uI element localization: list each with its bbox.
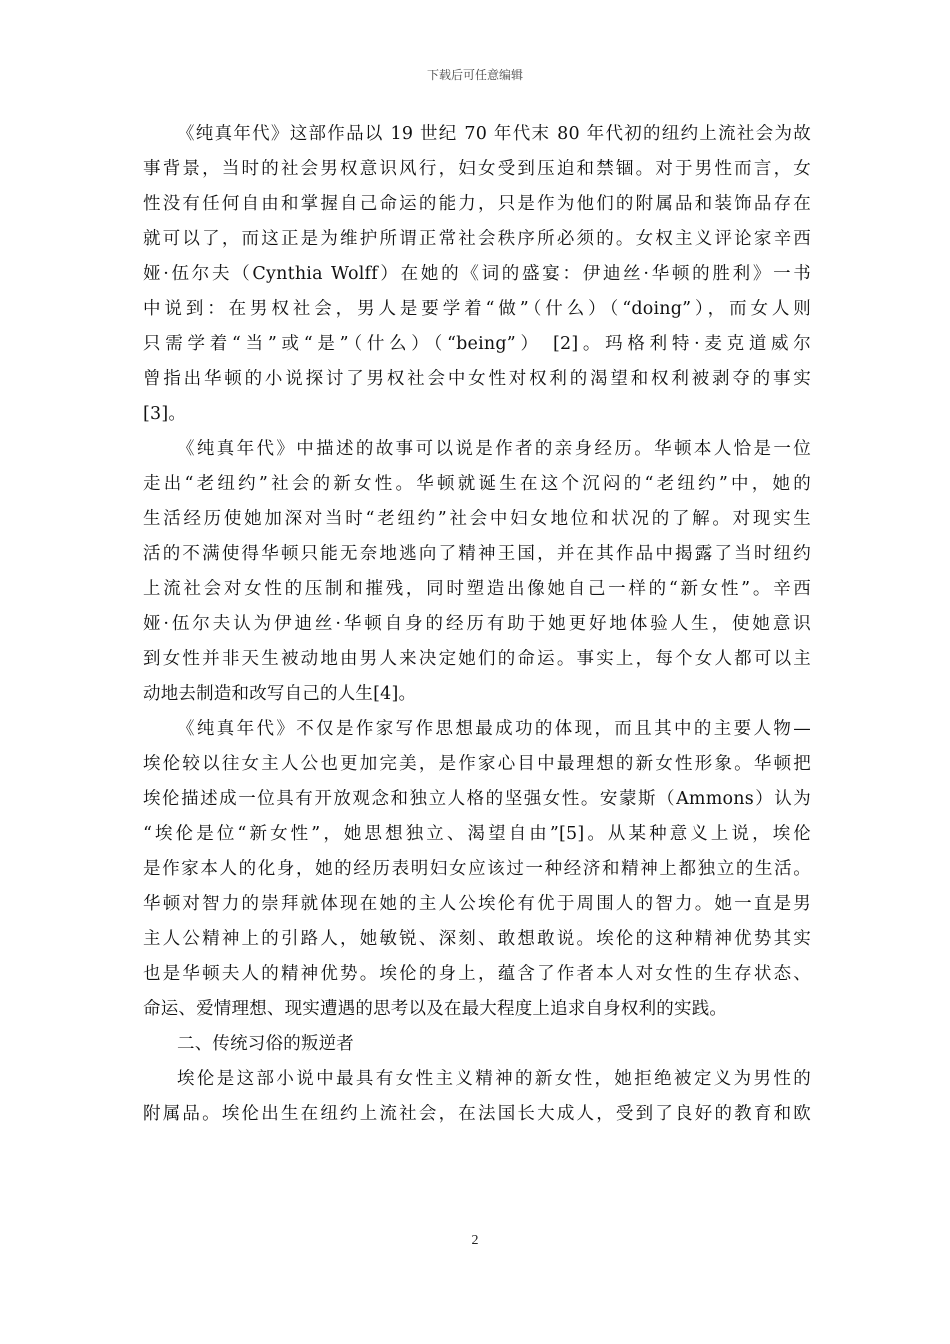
text-line: [3]。 bbox=[143, 404, 187, 424]
text-line: 曾指出华顿的小说探讨了男权社会中女性对权利的渴望和权利被剥夺的事实 bbox=[143, 369, 811, 389]
text-line: 也是华顿夫人的精神优势。埃伦的身上，蕴含了作者本人对女性的生存状态、 bbox=[143, 964, 811, 984]
text-line: 《纯真年代》中描述的故事可以说是作者的亲身经历。华顿本人恰是一位 bbox=[177, 439, 811, 459]
section-heading: 二、传统习俗的叛逆者 bbox=[177, 1034, 354, 1054]
paragraph-4 bbox=[143, 1062, 811, 1132]
text-line: 只需学着“当”或“是”（什么）（“being”） [2]。玛格利特·麦克道威尔 bbox=[143, 334, 811, 354]
text-line: 事背景，当时的社会男权意识风行，妇女受到压迫和禁锢。对于男性而言，女 bbox=[143, 159, 811, 179]
text-line: 生活经历使她加深对当时“老纽约”社会中妇女地位和状况的了解。对现实生 bbox=[143, 509, 811, 529]
text-line: 附属品。埃伦出生在纽约上流社会，在法国长大成人，受到了良好的教育和欧 bbox=[143, 1104, 811, 1124]
text-line: 就可以了，而这正是为维护所谓正常社会秩序所必须的。女权主义评论家辛西 bbox=[143, 229, 811, 249]
text-line: 是作家本人的化身，她的经历表明妇女应该过一种经济和精神上都独立的生活。 bbox=[143, 859, 811, 879]
paragraph-2 bbox=[143, 432, 811, 712]
text-line: 埃伦较以往女主人公也更加完美，是作家心目中最理想的新女性形象。华顿把 bbox=[143, 754, 811, 774]
text-line: 娅·伍尔夫认为伊迪丝·华顿自身的经历有助于她更好地体验人生，使她意识 bbox=[143, 614, 811, 634]
text-line: 埃伦描述成一位具有开放观念和独立人格的坚强女性。安蒙斯（Ammons）认为 bbox=[143, 789, 811, 809]
document-body bbox=[143, 117, 811, 1132]
paragraph-1 bbox=[143, 117, 811, 432]
text-line: 中说到：在男权社会，男人是要学着“做”（什么）（“doing”），而女人则 bbox=[143, 299, 811, 319]
text-line: 娅·伍尔夫（Cynthia Wolff）在她的《词的盛宴：伊迪丝·华顿的胜利》一书 bbox=[143, 264, 811, 284]
text-line: 埃伦是这部小说中最具有女性主义精神的新女性，她拒绝被定义为男性的 bbox=[177, 1069, 811, 1089]
page-number: 2 bbox=[471, 1233, 479, 1248]
text-line: 《纯真年代》这部作品以 19 世纪 70 年代末 80 年代初的纽约上流社会为故 bbox=[177, 124, 811, 144]
text-line: 动地去制造和改写自己的人生[4]。 bbox=[143, 684, 417, 704]
paragraph-3 bbox=[143, 712, 811, 1027]
text-line: 活的不满使得华顿只能无奈地逃向了精神王国，并在其作品中揭露了当时纽约 bbox=[143, 544, 811, 564]
text-line: 到女性并非天生被动地由男人来决定她们的命运。事实上，每个女人都可以主 bbox=[143, 649, 811, 669]
text-line: 上流社会对女性的压制和摧残，同时塑造出像她自己一样的“新女性”。辛西 bbox=[143, 579, 811, 599]
text-line: 性没有任何自由和掌握自己命运的能力，只是作为他们的附属品和装饰品存在 bbox=[143, 194, 811, 214]
text-line: “埃伦是位“新女性”，她思想独立、渴望自由”[5]。从某种意义上说，埃伦 bbox=[143, 824, 811, 844]
page-header: 下载后可任意编辑 bbox=[426, 68, 523, 82]
text-line: 《纯真年代》不仅是作家写作思想最成功的体现，而且其中的主要人物— bbox=[177, 719, 811, 739]
text-line: 走出“老纽约”社会的新女性。华顿就诞生在这个沉闷的“老纽约”中，她的 bbox=[143, 474, 811, 494]
text-line: 华顿对智力的崇拜就体现在她的主人公埃伦有优于周围人的智力。她一直是男 bbox=[143, 894, 811, 914]
text-line: 主人公精神上的引路人，她敏锐、深刻、敢想敢说。埃伦的这种精神优势其实 bbox=[143, 929, 811, 949]
text-line: 命运、爱情理想、现实遭遇的思考以及在最大程度上追求自身权利的实践。 bbox=[143, 999, 728, 1019]
